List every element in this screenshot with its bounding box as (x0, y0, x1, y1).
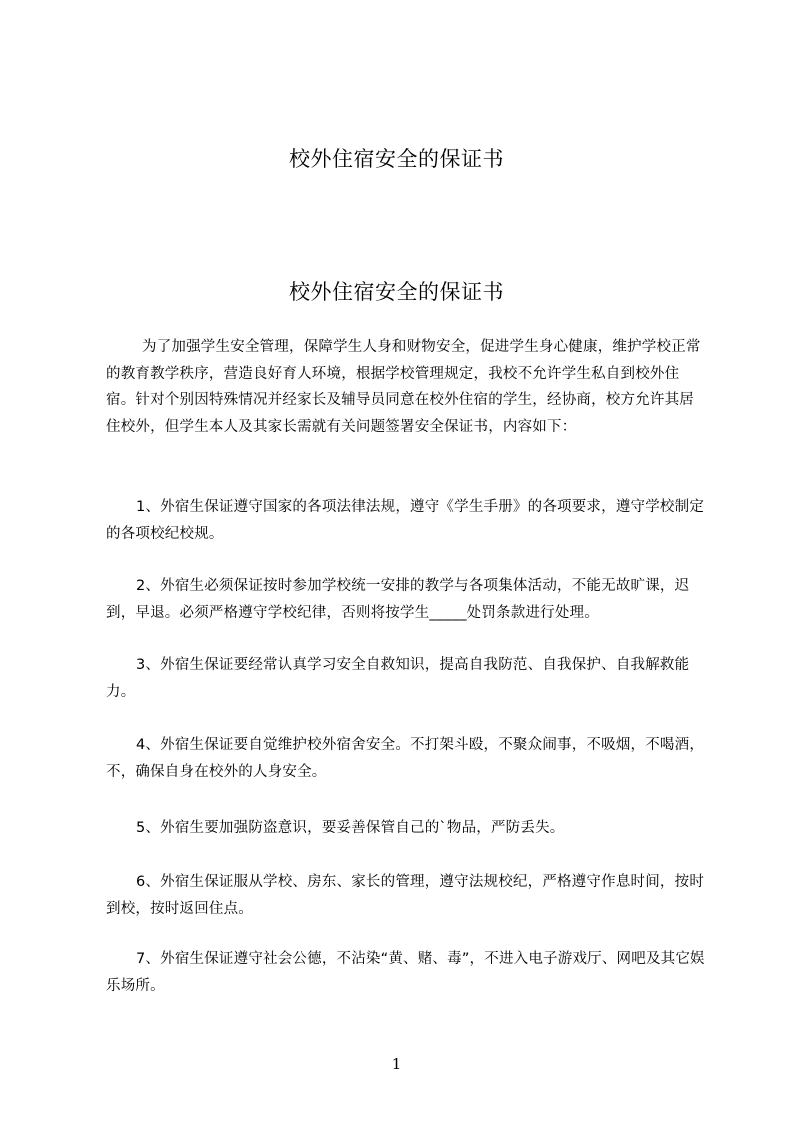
clause-item (106, 732, 706, 785)
clause-item (106, 573, 706, 626)
clause-text: 3、外宿生保证要经常认真学习安全自救知识，提高自我防范、自我保护、自我解救能力。 (106, 657, 690, 700)
clause-text: 5、外宿生要加强防盗意识，要妥善保管自己的`物品，严防丢失。 (136, 820, 565, 836)
clause-item (106, 494, 706, 547)
document-title: 校外住宿安全的保证书 (289, 280, 504, 304)
clause-text: 2、外宿生必须保证按时参加学校统一安排的教学与各项集体活动，不能无故旷课，迟到，早退。必须严格遵守学校纪律，否则将按学生_____处罚条款进行处理。 (106, 578, 690, 621)
header-title: 校外住宿安全的保证书 (289, 147, 504, 171)
clause-text: 6、外宿生保证服从学校、房东、家长的管理，遵守法规校纪，严格遵守作息时间，按时到校，按时返回住点。 (106, 874, 705, 917)
clause-text: 4、外宿生保证要自觉维护校外宿舍安全。不打架斗殴，不聚众闹事，不吸烟，不喝酒，不，确保自身在校外的人身安全。 (106, 737, 705, 780)
page-number: 1 (391, 1055, 402, 1073)
clause-item (106, 869, 706, 922)
clause-text: 7、外宿生保证遵守社会公德，不沾染“黄、赌、毒”，不进入电子游戏厅、网吧及其它娱乐场所。 (106, 951, 705, 994)
intro-paragraph (106, 334, 706, 440)
clause-item (106, 946, 706, 999)
clause-item (106, 815, 706, 842)
clause-text: 1、外宿生保证遵守国家的各项法律法规，遵守《学生手册》的各项要求，遵守学校制定的各项校纪校规。 (106, 499, 705, 542)
clause-item (106, 652, 706, 705)
intro-text: 为了加强学生安全管理，保障学生人身和财物安全，促进学生身心健康，维护学校正常的教育教学秩序，营造良好育人环境，根据学校管理规定，我校不允许学生私自到校外住宿。针对个别因特殊情况并经家长及辅导员同意在校外住宿的学生，经协商，校方允许其居住校外，但学生本人及其家长需就有关问题签署安全保证书，内容如下： (106, 339, 701, 435)
